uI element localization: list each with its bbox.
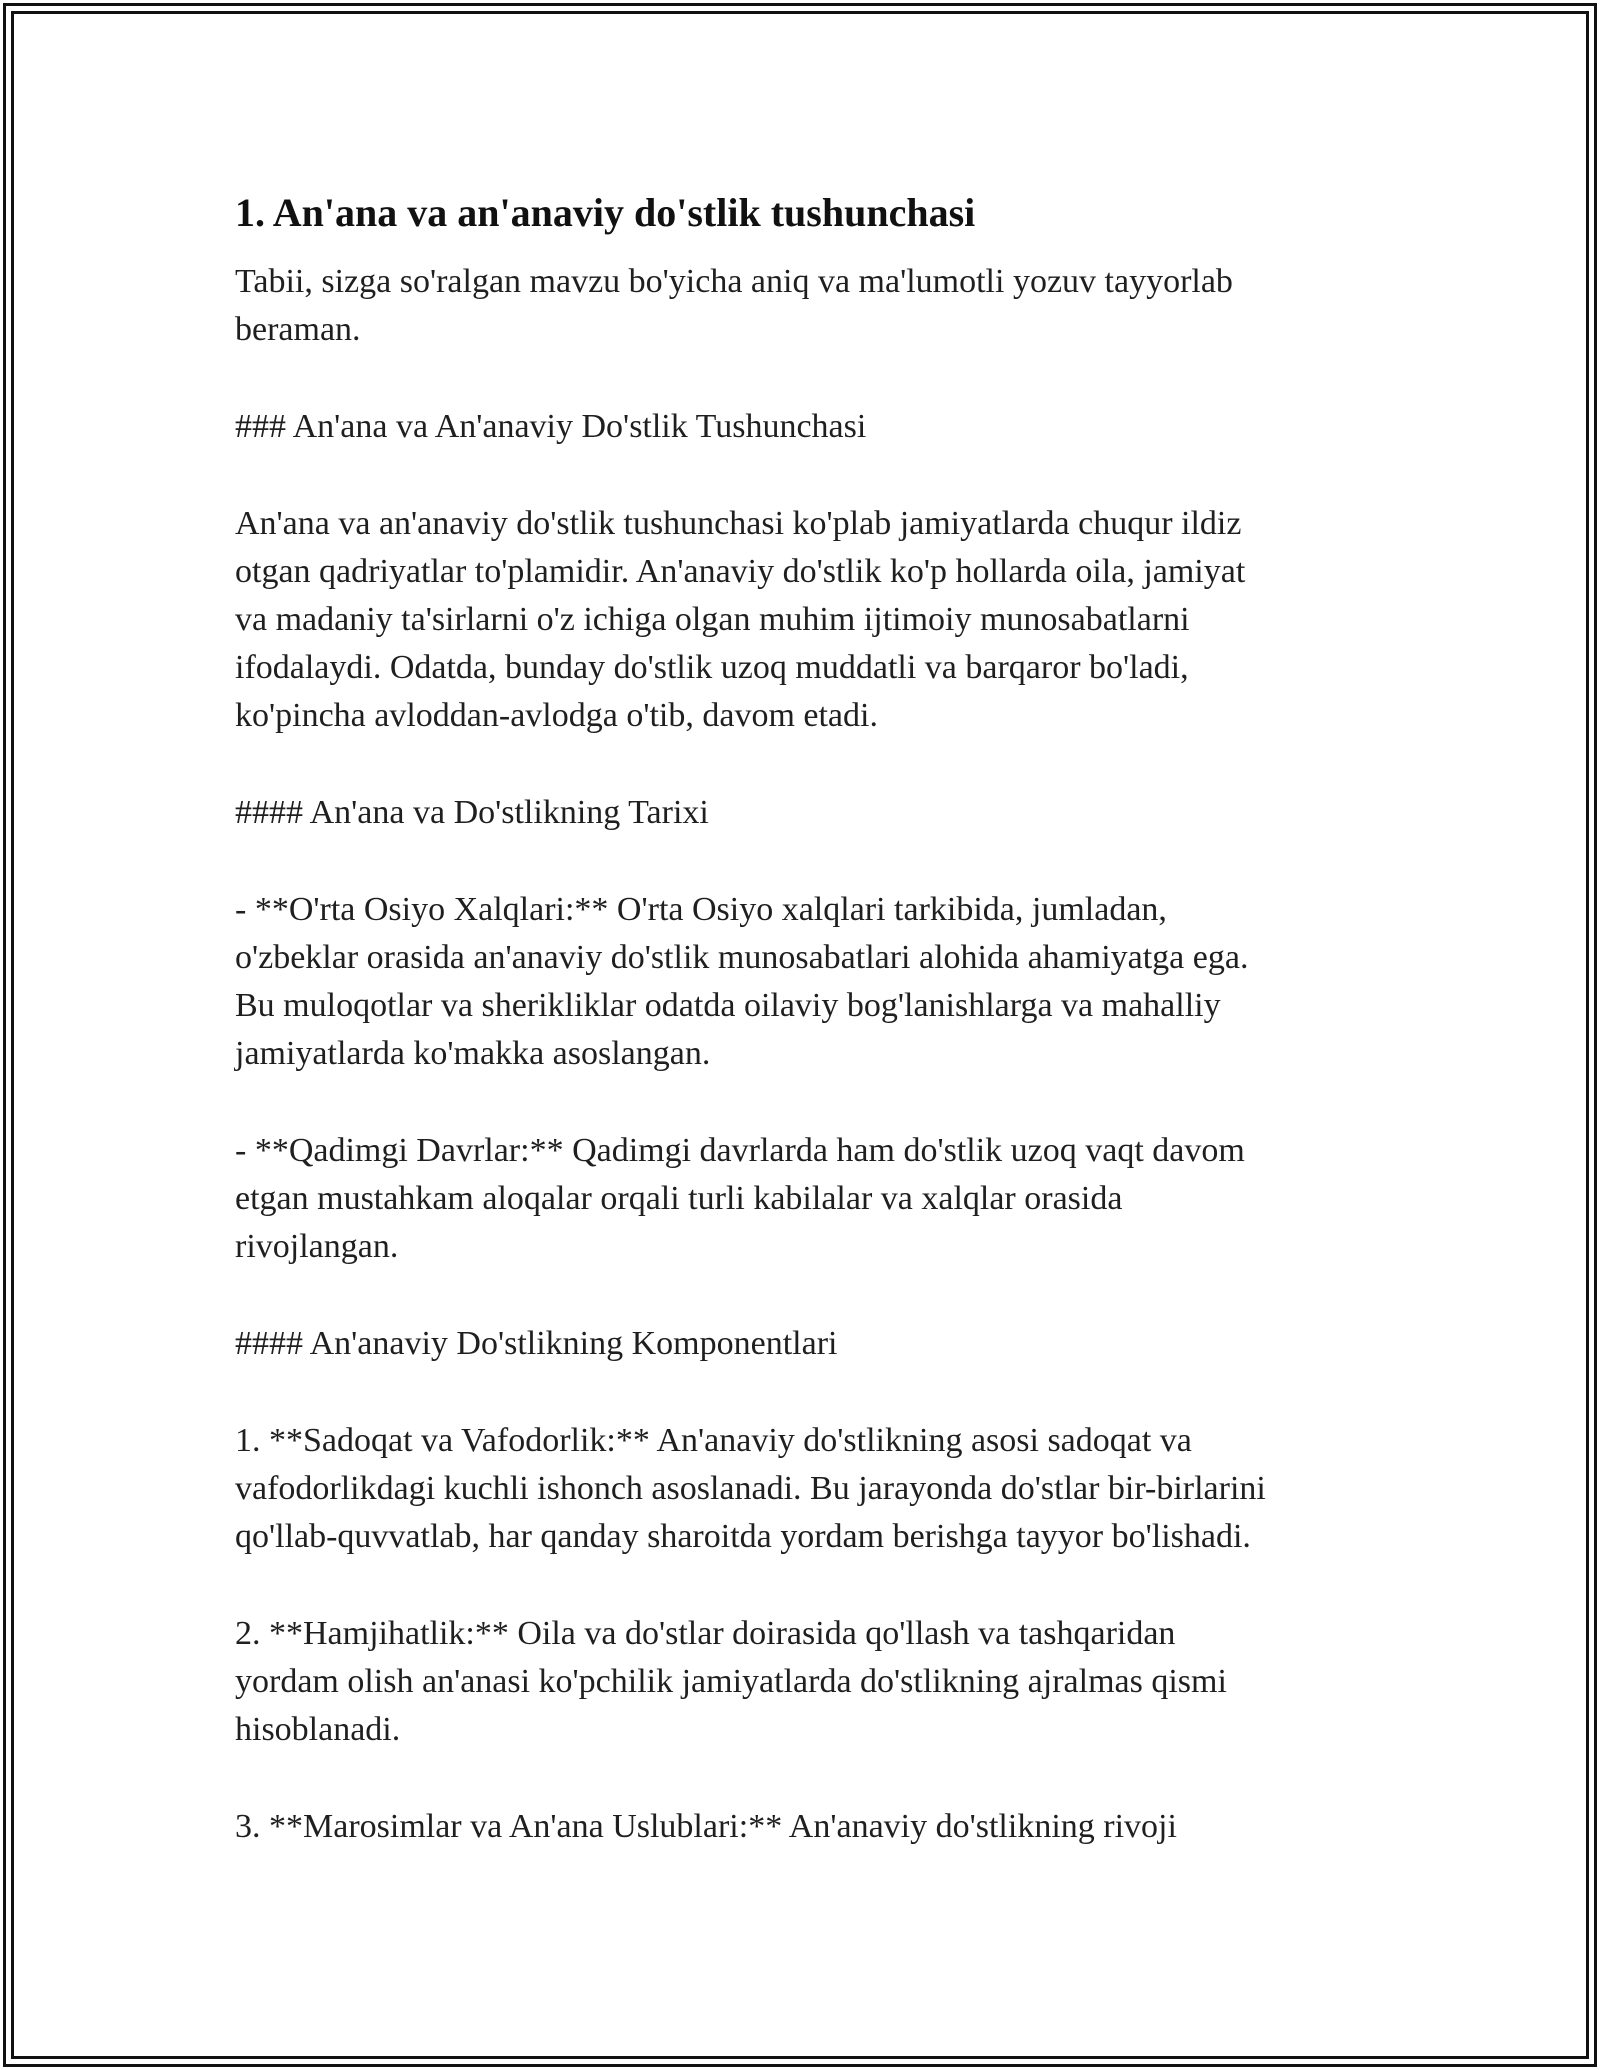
paragraph-definition: An'ana va an'anaviy do'stlik tushunchasi ko'plab jamiyatlarda chuqur ildiz otgan qadriyatlar to'plamidir. An'anaviy do'stlik ko'p hollarda oila, jamiyat va madaniy ta'sirlarni o'z ichiga olgan muhim ijtimoiy munosabatlarni ifodalaydi. Odatda, bunday do'stlik uzoq muddatli va barqaror bo'ladi, ko'pincha avloddan-avlodga o'tib, davom etadi. <box>235 505 1246 734</box>
list-item-sadoqat: 1. **Sadoqat va Vafodorlik:** An'anaviy do'stlikning asosi sadoqat va vafodorlikdagi kuchli ishonch asoslanadi. Bu jarayonda do'stlar bir-birlarini qo'llab-quvvatlab, har qanday sharoitda yordam berishga tayyor bo'lishadi. <box>235 1422 1266 1555</box>
paragraph-intro: Tabii, sizga so'ralgan mavzu bo'yicha aniq va ma'lumotli yozuv tayyorlab beraman. <box>235 263 1233 348</box>
document-title: 1. An'ana va an'anaviy do'stlik tushunchasi <box>235 190 976 235</box>
heading-tushunchasi: ### An'ana va An'anaviy Do'stlik Tushunchasi <box>235 408 867 445</box>
list-item-orta-osiyo: - **O'rta Osiyo Xalqlari:** O'rta Osiyo xalqlari tarkibida, jumladan, o'zbeklar orasida an'anaviy do'stlik munosabatlari alohida ahamiyatga ega. Bu muloqotlar va sherikliklar odatda oilaviy bog'lanishlarga va mahalliy jamiyatlarda ko'makka asoslangan. <box>235 891 1249 1072</box>
document-body <box>235 184 1365 1851</box>
heading-komponentlari: #### An'anaviy Do'stlikning Komponentlari <box>235 1325 838 1362</box>
list-item-marosimlar: 3. **Marosimlar va An'ana Uslublari:** An'anaviy do'stlikning rivoji <box>235 1808 1177 1845</box>
list-item-qadimgi-davrlar: - **Qadimgi Davrlar:** Qadimgi davrlarda ham do'stlik uzoq vaqt davom etgan mustahkam aloqalar orqali turli kabilalar va xalqlar orasida rivojlangan. <box>235 1132 1245 1265</box>
heading-tarixi: #### An'ana va Do'stlikning Tarixi <box>235 794 709 831</box>
list-item-hamjihatlik: 2. **Hamjihatlik:** Oila va do'stlar doirasida qo'llash va tashqaridan yordam olish an'anasi ko'pchilik jamiyatlarda do'stlikning ajralmas qismi hisoblanadi. <box>235 1615 1227 1748</box>
